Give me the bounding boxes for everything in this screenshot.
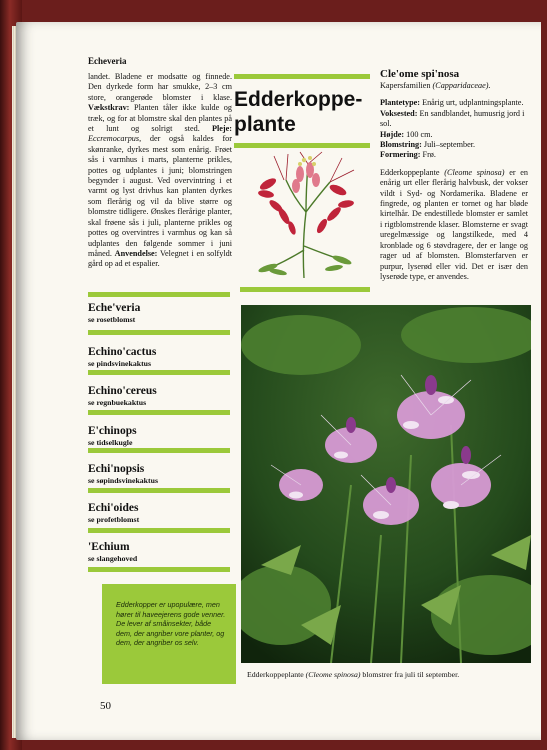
xref-item xyxy=(88,302,230,325)
xref-item xyxy=(88,425,230,448)
xref-term: E'chinops xyxy=(88,425,137,437)
xref-see: se søpindsvinekaktus xyxy=(88,476,158,485)
title-bar-top xyxy=(234,74,370,79)
xref-divider xyxy=(88,370,230,375)
page-number: 50 xyxy=(100,700,111,712)
running-head: Echeveria xyxy=(88,56,127,66)
xref-item xyxy=(88,385,230,408)
anvendelse-label: Anvendelse: xyxy=(114,248,158,258)
xref-item xyxy=(88,541,230,564)
xref-term: Echino'cactus xyxy=(88,346,157,358)
photo-caption: Edderkoppeplante (Cleome spinosa) blomstrer fra juli til september. xyxy=(247,670,460,679)
formering: Formering: Frø. xyxy=(380,150,436,160)
blomstring: Blomstring: Juli–september. xyxy=(380,140,476,150)
left-column-text xyxy=(88,72,232,270)
xref-divider xyxy=(88,410,230,415)
page-title: Edderkoppe- plante xyxy=(234,88,363,136)
xref-divider xyxy=(88,567,230,572)
xref-divider xyxy=(88,528,230,533)
cleome-illustration xyxy=(238,150,370,280)
xref-term: Echi'oides xyxy=(88,502,139,514)
title-bar-bottom xyxy=(234,143,370,148)
vaekstkrav-label: Vækstkrav: xyxy=(88,103,130,113)
family: Kapersfamilien (Capparidaceae). xyxy=(380,81,491,90)
cleome-photo xyxy=(241,305,531,663)
pleje-label: Pleje: xyxy=(212,124,232,134)
xref-item xyxy=(88,502,230,525)
xref-divider xyxy=(88,488,230,493)
description: Edderkoppeplante (Cleome spinosa) er en enårig urt eller flerårig halvbusk, der vokser vildt i Syd- og Nordamerika. Bladene er fingrede, og planten er tornet og har bløde kirtelhår. De endestillede blomster er samlet i rigtblomstrende klaser. Blomsterne er svagt uregelmæssige og langstilkede, med 4 kronblade og 6 støvdragere, der er lange og rager ud af blomsten. Blomsterfarven er purpur, lyserød eller vid. Det er især den lyserøde type, er anvendes. xyxy=(380,167,528,281)
tip-box xyxy=(102,584,236,684)
intro-paragraph: landet. Bladene er modsatte og finnede. Den dyrkede form har smukke, 2–3 cm store, orangerøde blomster i klase. Vækstkrav: Planten tåler ikke kulde og træk, og for at blomstre skal den plantes på et lunt og solrigt sted. Pleje: Eccremocarpus, der også kaldes for skønranke, dyrkes mest som enårig. Frøet sås i varmhus i marts, planterne prikles, pottes og udplantes i juni; blomstringen begynder i august. Ved overvintring i et varmt og lyst drivhus kan planten dyrkes som flerårig og vil da blive større og blomstre tidligere. Ønskes flerårige planter, skal frøene sås i juli, planterne prikles og pottes og overvintres i varmhus og kan så udplantes den følgende sommer i juni måned. Anvendelse: Velegnet i en solfyldt gård op ad et espalier. xyxy=(88,72,233,269)
species-name: Cle'ome spi'nosa xyxy=(380,68,460,80)
xref-divider xyxy=(88,330,230,335)
xref-see: se tidselkugle xyxy=(88,438,133,447)
right-column-text xyxy=(380,68,528,282)
xref-divider xyxy=(88,448,230,453)
xref-see: se slangehoved xyxy=(88,554,138,563)
xref-see: se profetblomst xyxy=(88,515,140,524)
xref-term: Echino'cereus xyxy=(88,385,157,397)
voksested: Voksested: En sandblandet, humusrig jord i sol. xyxy=(380,108,525,129)
illustration-bar xyxy=(240,287,370,292)
plantetype: Plantetype: Enårig urt, udplantningsplante. xyxy=(380,98,524,108)
title-block xyxy=(234,74,370,148)
xref-see: se rosetblomst xyxy=(88,315,136,324)
xref-item xyxy=(88,463,230,486)
xref-term: Echi'nopsis xyxy=(88,463,145,475)
xref-term: Eche'veria xyxy=(88,302,141,314)
divider-bar xyxy=(88,292,230,297)
xref-item xyxy=(88,346,230,369)
tip-text: Edderkopper er upopulære, men hører til haveejerens gode venner. De lever af småinsekter, både dem, der angriber vore planter, og dem, der angriber os selv. xyxy=(116,600,226,648)
xref-see: se pindsvinekaktus xyxy=(88,359,152,368)
xref-see: se regnbuekaktus xyxy=(88,398,147,407)
xref-term: 'Echium xyxy=(88,541,130,553)
hojde: Højde: 100 cm. xyxy=(380,129,433,139)
